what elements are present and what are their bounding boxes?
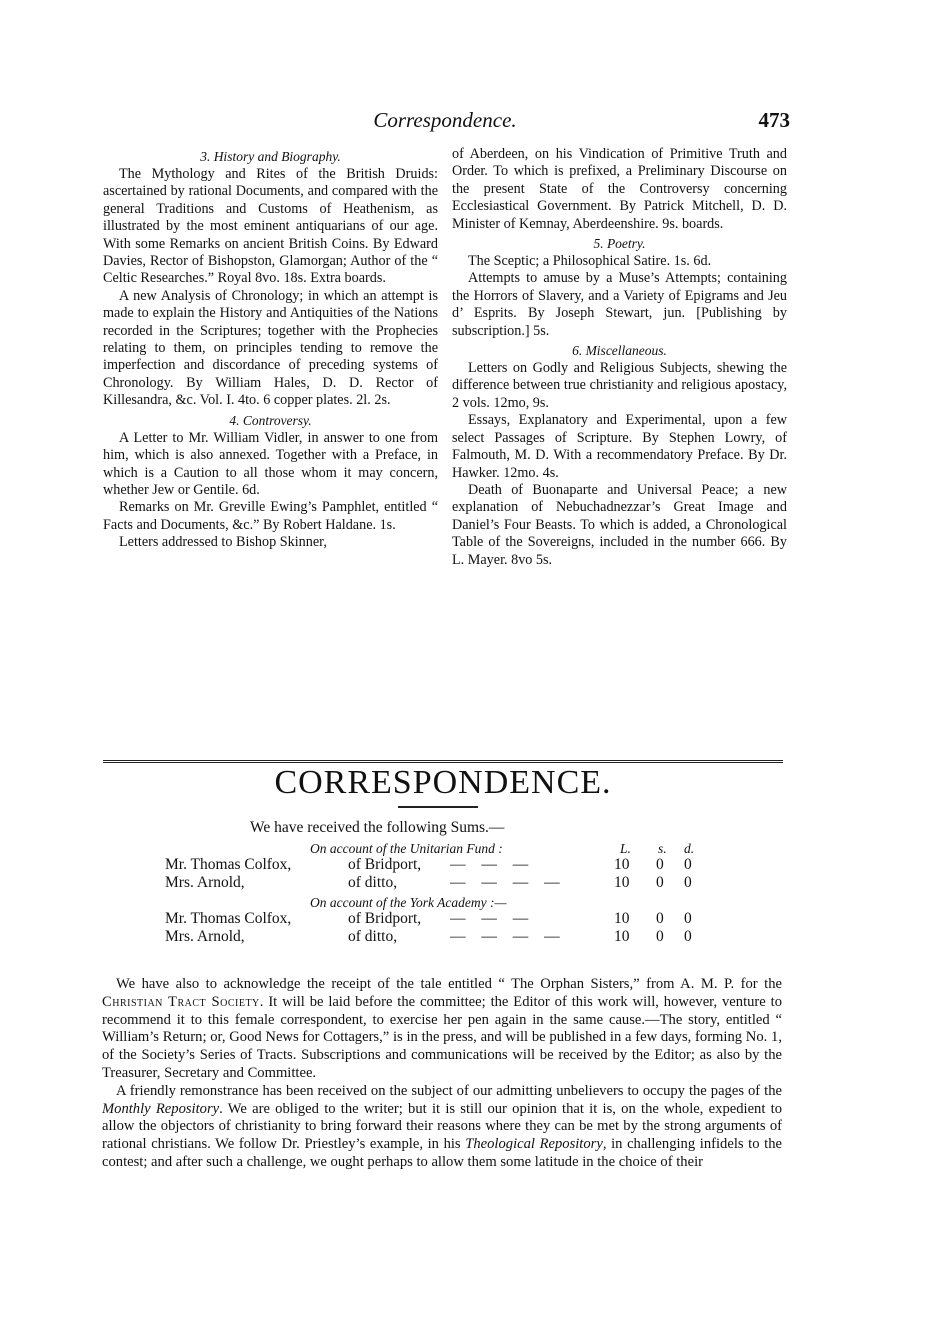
text-run: , in challenging infidels to the contest; and after such a challenge, we ought perhaps to allow them some latitude in the choice of their: [102, 1136, 782, 1170]
donor-place: of Bridport,: [348, 856, 422, 873]
book-list-columns: [103, 146, 789, 758]
donor-place: of ditto,: [348, 928, 398, 945]
amount-pounds: 10: [614, 874, 630, 891]
right-column: [452, 146, 787, 569]
text-run: We have also to acknowledge the receipt of the tale entitled “ The Orphan Sisters,” from A. M. P. for the: [116, 976, 782, 992]
donor-name: Mr. Thomas Colfox,: [165, 856, 292, 873]
book-entry: A Letter to Mr. William Vidler, in answer to one from him, which is also annexed. Together with a Preface, in which is a Caution to all those whom it may concern, whether Jew or Gentile. 6d.: [103, 429, 438, 498]
section-heading-history: 3. History and Biography.: [200, 149, 341, 164]
amount-shillings: 0: [656, 928, 664, 945]
journal-title: Theological Repository: [465, 1136, 603, 1153]
book-entry: Essays, Explanatory and Experimental, upon a few select Passages of Scripture. By Stephen Lowry, of Falmouth, M. D. With a recommendatory Preface. By Dr. Hawker. 12mo. 4s.: [452, 412, 787, 481]
leader-dashes: — — — —: [450, 874, 566, 891]
amount-pounds: 10: [614, 856, 630, 873]
sum-row: [150, 910, 710, 928]
section-heading-miscellaneous: 6. Miscellaneous.: [572, 343, 667, 359]
sums-intro: We have received the following Sums.—: [250, 819, 505, 836]
journal-title: Monthly Repository: [102, 1100, 220, 1117]
correspondence-paragraph: [102, 1083, 782, 1172]
book-entry-continued: of Aberdeen, on his Vindication of Primitive Truth and Order. To which is prefixed, a Preliminary Discourse on the present State of the Controversy concerning Ecclesiastical Government. By Patrick Mitchell, D. D. Minister of Kemnay, Aberdeenshire. 9s. boards.: [452, 146, 787, 232]
leader-dashes: — — — —: [450, 928, 566, 945]
book-entry: The Mythology and Rites of the British Druids: ascertained by rational Documents, and compared with the general Traditions and Customs of Heathenism, as illustrated by the most eminent antiquarians of our age. With some Remarks on ancient British Coins. By Edward Davies, Rector of Bishopston, Glamorgan; Author of the “ Celtic Researches.” Royal 8vo. 18s. Extra boards.: [103, 166, 438, 287]
correspondence-body: [102, 976, 782, 1172]
amount-pence: 0: [684, 874, 692, 891]
text-run: A friendly remonstrance has been received on the subject of our admitting unbelievers to occupy the pages of the: [116, 1082, 782, 1099]
leader-dashes: — — —: [450, 856, 535, 873]
donor-place: of Bridport,: [348, 910, 422, 927]
pence-column-label: d.: [684, 841, 695, 856]
book-entry: Letters on Godly and Religious Subjects, shewing the difference between true christianity and religious apostacy, 2 vols. 12mo, 9s.: [452, 360, 787, 411]
sum-row: [150, 856, 710, 874]
york-academy-heading: On account of the York Academy :—: [310, 895, 507, 910]
leader-dashes: — — —: [450, 910, 535, 927]
donor-name: Mr. Thomas Colfox,: [165, 910, 292, 927]
book-entry: Letters addressed to Bishop Skinner,: [119, 534, 327, 551]
amount-pence: 0: [684, 910, 692, 927]
unitarian-fund-heading: On account of the Unitarian Fund :: [310, 841, 503, 856]
donor-name: Mrs. Arnold,: [165, 874, 245, 891]
donor-name: Mrs. Arnold,: [165, 928, 245, 945]
page-number: 473: [758, 108, 790, 132]
correspondence-title: CORRESPONDENCE.: [274, 764, 612, 801]
section-heading-poetry: 5. Poetry.: [593, 236, 646, 252]
society-name: Christian Tract Society: [102, 993, 260, 1010]
book-entry: Remarks on Mr. Greville Ewing’s Pamphlet, entitled “ Facts and Documents, &c.” By Robert Haldane. 1s.: [103, 499, 438, 533]
book-entry: Death of Buonaparte and Universal Peace; a new explanation of Nebuchadnezzar’s Great Image and Daniel’s Four Beasts. To which is added, a Chronological Table of the Sovereigns, included in the number 666. By L. Mayer. 8vo 5s.: [452, 481, 787, 568]
amount-shillings: 0: [656, 856, 664, 873]
book-entry: Attempts to amuse by a Muse’s Attempts; containing the Horrors of Slavery, and a Variety of Epigrams and Jeu d’ Esprits. By Joseph Stewart, jun. [Publishing by subscription.] 5s.: [452, 270, 787, 339]
section-heading-controversy: 4. Controversy.: [229, 412, 312, 428]
sum-row: [150, 928, 710, 946]
title-rule: [398, 806, 478, 808]
text-run: . It will be laid before the committee; the Editor of this work will, however, venture to recommend it to this female correspondent, to exercise her pen again in the same cause.—The story, entitled “ William’s Return; or, Good News for Cottagers,” is in the press, and will be published in a few days, forming No. 1, of the Society’s Series of Tracts. Subscriptions and communications will be received by the Editor; as also by the Treasurer, Secretary and Committee.: [102, 993, 783, 1081]
correspondence-paragraph: [102, 976, 782, 1083]
book-entry: The Sceptic; a Philosophical Satire. 1s. 6d.: [468, 253, 712, 270]
amount-shillings: 0: [656, 874, 664, 891]
book-entry: A new Analysis of Chronology; in which an attempt is made to explain the History and Antiquities of the Nations recorded in the Scriptures; together with the Prophecies relating to them, on principles tending to remove the imperfection and discordance of preceding systems of Chronology. By William Hales, D. D. Rector of Killesandra, &c. Vol. I. 4to. 6 copper plates. 2l. 2s.: [103, 287, 438, 409]
amount-pounds: 10: [614, 910, 630, 927]
running-head: [100, 108, 790, 136]
left-column: [103, 146, 438, 552]
pounds-column-label: L.: [620, 841, 631, 856]
text-run: . We are obliged to the writer; but it is still our opinion that it is, on the whole, expedient to allow the objectors of christianity to bring forward their reasons where they can be met by the strong arguments of rational christians. We follow Dr. Priestley’s example, in his: [102, 1100, 783, 1153]
running-title: Correspondence.: [373, 108, 517, 132]
sum-row: [150, 874, 710, 892]
amount-shillings: 0: [656, 910, 664, 927]
shillings-column-label: s.: [658, 841, 667, 856]
amount-pence: 0: [684, 928, 692, 945]
amount-pounds: 10: [614, 928, 630, 945]
donor-place: of ditto,: [348, 874, 398, 891]
amount-pence: 0: [684, 856, 692, 873]
